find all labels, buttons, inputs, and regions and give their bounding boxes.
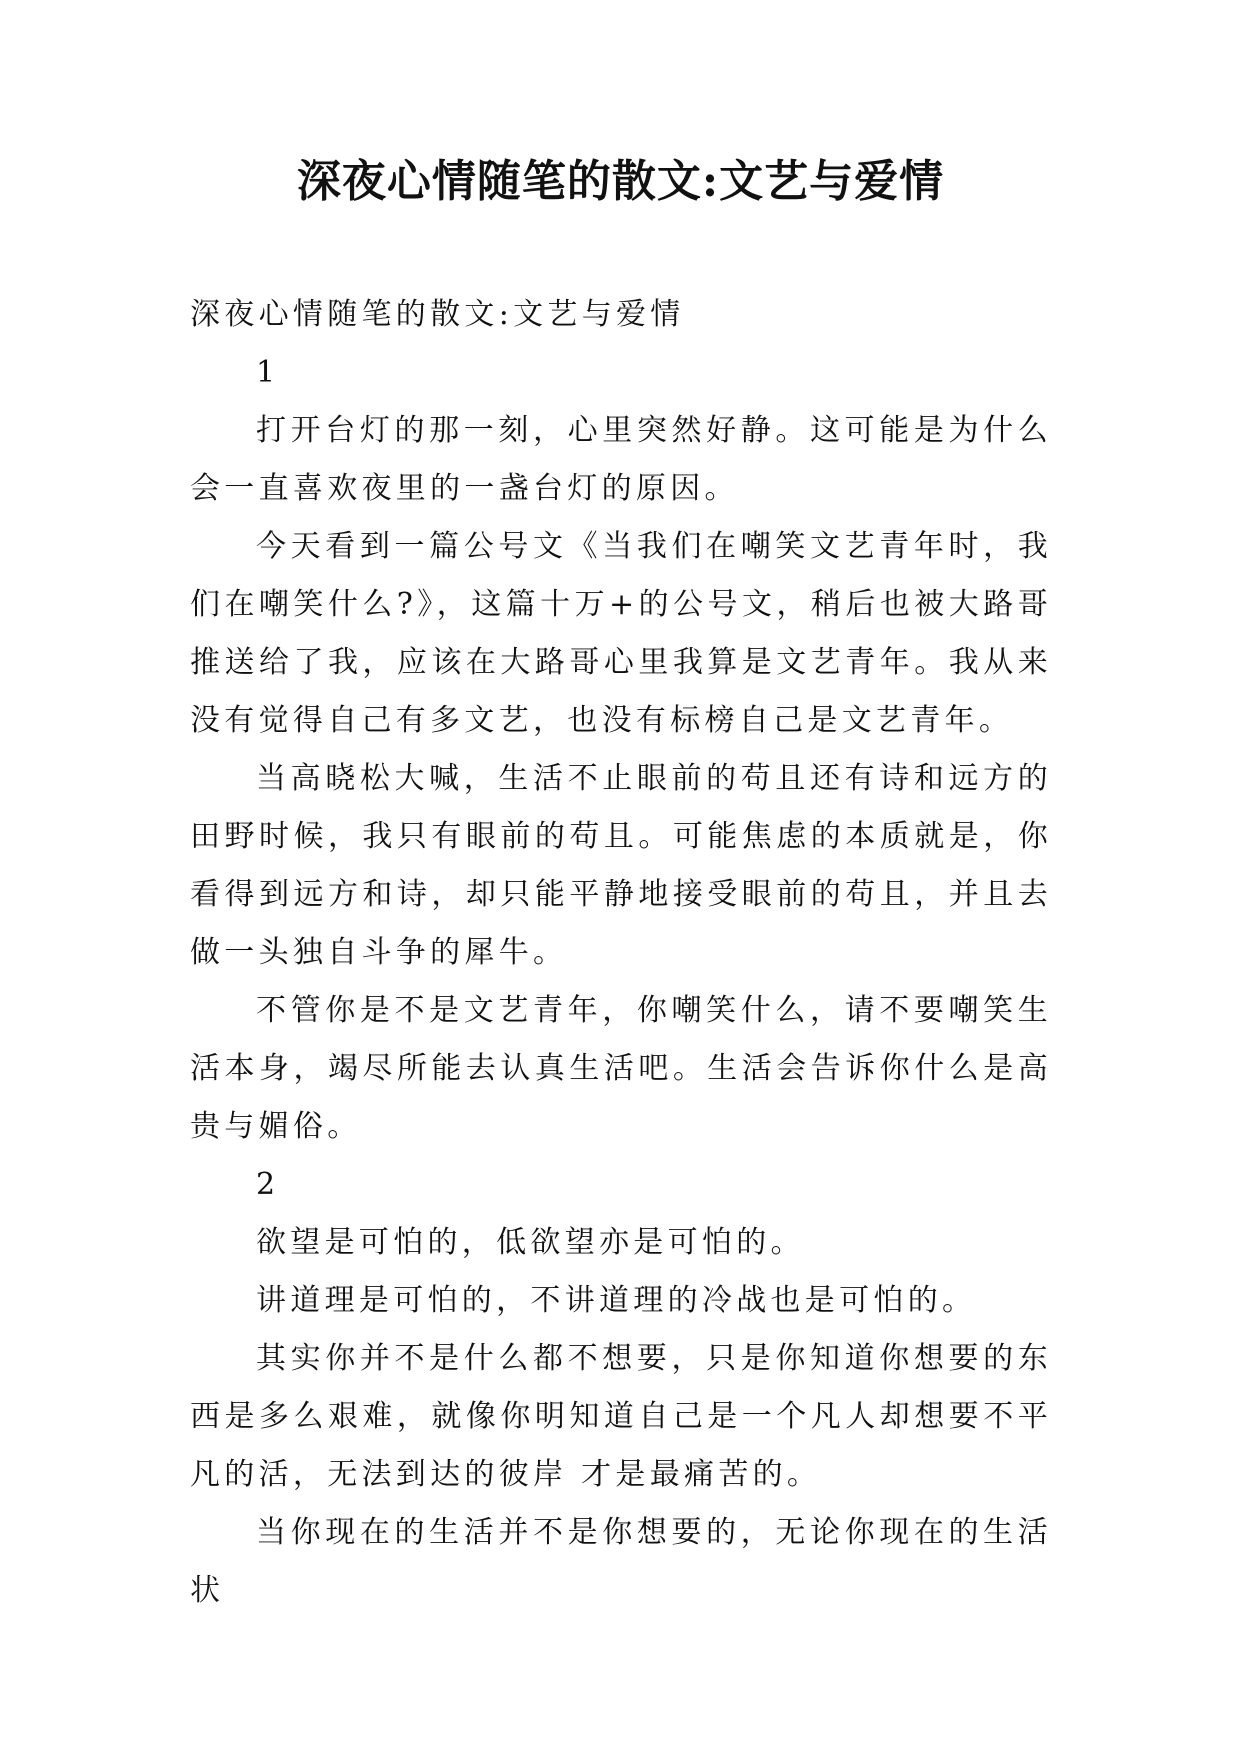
paragraph: 欲望是可怕的，低欲望亦是可怕的。: [256, 1225, 805, 1260]
paragraph: 其实你并不是什么都不想要，只是你知道你想要的东西是多么艰难，就像你明知道自己是一个凡人却想要不平凡的活，无法到达的彼岸 才是最痛苦的。: [190, 1341, 1052, 1492]
section-number: 1: [256, 355, 280, 390]
document-body: [190, 286, 1052, 1620]
paragraph: 当高晓松大喊，生活不止眼前的苟且还有诗和远方的田野时候，我只有眼前的苟且。可能焦虑的本质就是，你看得到远方和诗，却只能平静地接受眼前的苟且，并且去做一头独自斗争的犀牛。: [190, 761, 1052, 970]
document-title: 深夜心情随笔的散文:文艺与爱情: [296, 156, 945, 207]
section-number: 2: [256, 1167, 280, 1202]
paragraph: 今天看到一篇公号文《当我们在嘲笑文艺青年时，我们在嘲笑什么?》，这篇十万+的公号文，稍后也被大路哥推送给了我，应该在大路哥心里我算是文艺青年。我从来没有觉得自己有多文艺，也没有标榜自己是文艺青年。: [190, 529, 1052, 738]
paragraph: 讲道理是可怕的，不讲道理的冷战也是可怕的。: [256, 1283, 977, 1318]
paragraph: 打开台灯的那一刻，心里突然好静。这可能是为什么会一直喜欢夜里的一盏台灯的原因。: [190, 413, 1052, 506]
subtitle-paragraph: 深夜心情随笔的散文:文艺与爱情: [190, 297, 685, 332]
paragraph: 不管你是不是文艺青年，你嘲笑什么，请不要嘲笑生活本身，竭尽所能去认真生活吧。生活会告诉你什么是高贵与媚俗。: [190, 993, 1052, 1144]
paragraph: 当你现在的生活并不是你想要的，无论你现在的生活状: [190, 1515, 1052, 1608]
